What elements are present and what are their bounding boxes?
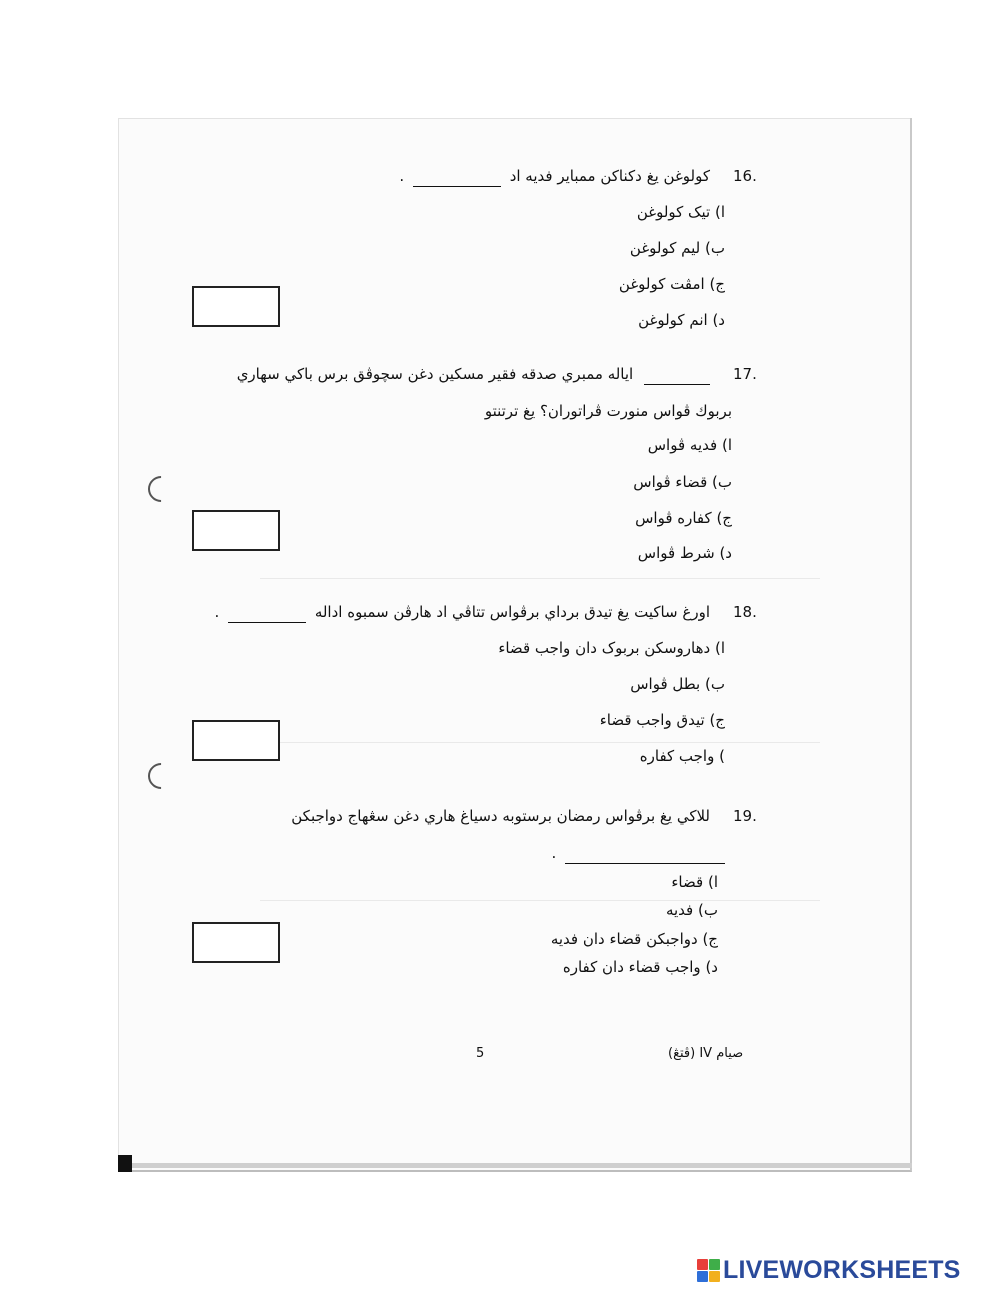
option-letter: ا) bbox=[707, 873, 718, 891]
option bbox=[633, 471, 732, 493]
option-text: دهاروسكن بربوک دان واجب قضاء bbox=[498, 639, 711, 657]
answer-box-16[interactable] bbox=[192, 286, 280, 327]
bleed-through-line bbox=[260, 900, 820, 901]
question-17-stem-line1 bbox=[237, 363, 710, 385]
liveworksheets-watermark bbox=[697, 1256, 961, 1285]
option-text: انم كولوغن bbox=[638, 311, 708, 329]
answer-blank bbox=[565, 849, 725, 864]
option-text: قضاء ڤواس bbox=[633, 473, 708, 491]
option-text: بطل ڤواس bbox=[630, 675, 701, 693]
page-number: 5 bbox=[476, 1046, 485, 1061]
option-text: قضاء bbox=[671, 873, 704, 891]
option-text: تيدق واجب قضاء bbox=[599, 711, 705, 729]
option bbox=[671, 871, 718, 893]
option-text: تيک كولوغن bbox=[636, 203, 711, 221]
option-text: كفاره ڤواس bbox=[635, 509, 712, 527]
answer-box-18[interactable] bbox=[192, 720, 280, 761]
option-text: فديه ڤواس bbox=[647, 436, 718, 454]
question-18-stem-text: اورغ ساكيت يغ تيدق برداي برڤواس تتاڤي اد هارڤن سمبوه اداله bbox=[314, 603, 710, 621]
option bbox=[563, 956, 718, 978]
question-18-number: 18. bbox=[733, 603, 757, 621]
option-letter: ا) bbox=[714, 203, 725, 221]
question-18-stem-end: . bbox=[214, 603, 220, 621]
option bbox=[637, 201, 725, 223]
option bbox=[600, 709, 725, 731]
bleed-through-line bbox=[260, 578, 820, 579]
option bbox=[638, 309, 725, 331]
logo-tile bbox=[709, 1271, 720, 1282]
question-17-stem-text: اياله ممبري صدقه فقير مسکين دغن سچوڤق برس باكي سهاري bbox=[236, 365, 634, 383]
question-17-stem-line2: بربوك ڤواس منورت ڤراتوران؟ يغ ترتنتو bbox=[484, 402, 732, 420]
option bbox=[666, 899, 718, 921]
bleed-through-line bbox=[260, 742, 820, 743]
scan-edge-line bbox=[132, 1163, 912, 1168]
option-letter: ج) bbox=[702, 930, 718, 948]
option-letter: ب) bbox=[712, 473, 732, 491]
option-text: شرط ڤواس bbox=[637, 544, 715, 562]
option-letter: ا) bbox=[721, 436, 732, 454]
option-text: امڤت كولوغن bbox=[618, 275, 705, 293]
option-letter: ب) bbox=[698, 901, 718, 919]
option bbox=[648, 434, 732, 456]
question-17-number: 17. bbox=[733, 365, 757, 383]
brand-name: LIVEWORKSHEETS bbox=[723, 1256, 961, 1284]
question-16-stem-text: كولوغن يغ دكناكن ممباير فديه اد bbox=[509, 167, 710, 185]
question-19-stem-line1: للاكي يغ برڤواس رمضان برستوبه دسياغ هاري دغن سڠهاج دواجبكن bbox=[291, 807, 710, 825]
question-16-stem bbox=[399, 165, 710, 187]
question-16-stem-end: . bbox=[399, 167, 405, 185]
option-letter: ج) bbox=[716, 509, 732, 527]
option-letter: ا) bbox=[714, 639, 725, 657]
option bbox=[630, 237, 725, 259]
option-letter: د) bbox=[719, 544, 732, 562]
option-text: واجب كفاره bbox=[639, 747, 715, 765]
logo-tile bbox=[709, 1259, 720, 1270]
option bbox=[640, 745, 725, 767]
answer-blank bbox=[413, 172, 501, 187]
option bbox=[498, 637, 725, 659]
question-19-number: 19. bbox=[733, 807, 757, 825]
answer-blank bbox=[228, 608, 306, 623]
option-letter: ج) bbox=[709, 711, 725, 729]
answer-box-19[interactable] bbox=[192, 922, 280, 963]
subject-label: صيام IV (ڤتڠ) bbox=[668, 1046, 744, 1061]
option-text: واجب قضاء دان كفاره bbox=[562, 958, 701, 976]
option-text: فديه bbox=[665, 901, 694, 919]
option bbox=[635, 507, 732, 529]
question-18-stem bbox=[214, 601, 710, 623]
option-text: دواجبكن قضاء دان فديه bbox=[550, 930, 698, 948]
option-text: ليم كولوغن bbox=[629, 239, 701, 257]
scan-edge-mark bbox=[118, 1155, 132, 1172]
option-letter: ب) bbox=[705, 239, 725, 257]
option-letter: ب) bbox=[705, 675, 725, 693]
option-letter: د) bbox=[705, 958, 718, 976]
option bbox=[638, 542, 732, 564]
question-19-stem-line2 bbox=[551, 842, 725, 864]
option-letter: ج) bbox=[709, 275, 725, 293]
option-letter: ) bbox=[719, 747, 725, 765]
logo-tile bbox=[697, 1259, 708, 1270]
logo-tile bbox=[697, 1271, 708, 1282]
option bbox=[551, 928, 718, 950]
question-19-stem-end: . bbox=[551, 844, 557, 862]
option-letter: د) bbox=[712, 311, 725, 329]
answer-blank bbox=[644, 370, 710, 385]
option bbox=[619, 273, 725, 295]
option bbox=[630, 673, 725, 695]
liveworksheets-logo-icon bbox=[697, 1259, 720, 1282]
question-16-number: 16. bbox=[733, 167, 757, 185]
answer-box-17[interactable] bbox=[192, 510, 280, 551]
